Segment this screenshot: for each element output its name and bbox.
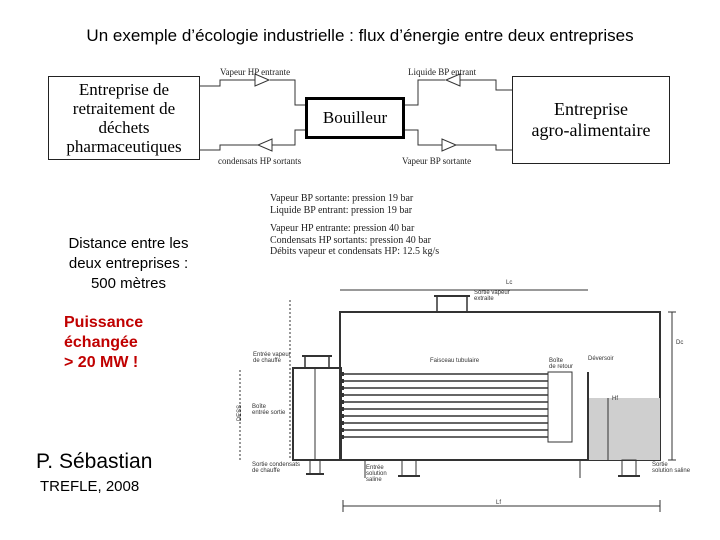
agrifood-line-2: agro-alimentaire xyxy=(531,120,651,140)
label-steam-exit: Sortie vapeur extraite xyxy=(474,290,510,302)
flow-steam-bp-out: Vapeur BP sortante xyxy=(402,156,472,166)
tube-end xyxy=(341,386,344,390)
tube-end xyxy=(341,428,344,432)
tube-end xyxy=(341,372,344,376)
power-line-2: échangée xyxy=(64,334,138,351)
spec-line: Condensats HP sortants: pression 40 bar xyxy=(270,234,432,246)
flow-liquid-bp-in: Liquide BP entrant xyxy=(408,67,477,77)
tube-end xyxy=(341,393,344,397)
spec-line: Vapeur HP entrante: pression 40 bar xyxy=(270,223,415,234)
tube-end xyxy=(341,400,344,404)
distance-line-2: deux entreprises : xyxy=(68,255,189,272)
flow-condensate-hp-out: condensats HP sortants xyxy=(218,156,302,166)
spec-line: Vapeur BP sortante: pression 19 bar xyxy=(270,193,414,204)
agrifood-line-1: Entreprise xyxy=(554,99,628,119)
tube-end xyxy=(341,435,344,439)
label-lf: Lf xyxy=(496,500,502,506)
tube-end xyxy=(341,421,344,425)
boiler-box: Bouilleur xyxy=(305,97,405,139)
pharma-line-4: pharmaceutiques xyxy=(66,137,182,156)
label-return-box: Boîte de retour xyxy=(549,358,574,370)
pharma-line-3: déchets xyxy=(98,118,150,137)
slide-title: Un exemple d’écologie industrielle : flux d’énergie entre deux entreprises xyxy=(86,26,634,45)
distance-line-3: 500 mètres xyxy=(90,275,167,292)
label-overflow: Déversoir xyxy=(588,356,614,362)
pharma-line-2: retraitement de xyxy=(72,99,176,118)
author-name: P. Sébastian xyxy=(36,450,153,473)
flow-steam-hp-in: Vapeur HP entrante xyxy=(220,67,291,77)
power-line-3: > 20 MW ! xyxy=(64,354,139,371)
label-brine-out: Sortie solution saline xyxy=(652,462,691,474)
power-line-1: Puissance xyxy=(64,314,144,331)
spec-line: Débits vapeur et condensats HP: 12.5 kg/s xyxy=(270,246,440,257)
label-steam-in: Entrée vapeur de chauffe xyxy=(253,352,291,364)
label-tube-bundle: Faisceau tubulaire xyxy=(430,358,480,364)
label-condensate-out: Sortie condensats de chauffe xyxy=(252,462,301,474)
label-inlet-box: Boîte entrée sortie xyxy=(252,404,286,416)
label-lc: Lc xyxy=(506,280,513,286)
pharma-line-1: Entreprise de xyxy=(78,80,170,99)
label-hf: Hf xyxy=(612,396,618,402)
label-brine-in: Entrée solution saline xyxy=(366,465,387,483)
tube-end xyxy=(341,414,344,418)
tube-end xyxy=(341,379,344,383)
spec-line: Liquide BP entrant: pression 19 bar xyxy=(270,204,413,216)
label-dess: DESS xyxy=(237,404,244,422)
organization: TREFLE, 2008 xyxy=(40,478,140,495)
tube-bundle xyxy=(341,374,548,437)
tube-end xyxy=(341,407,344,411)
distance-line-1: Distance entre les xyxy=(68,235,189,252)
label-dc: Dc xyxy=(676,340,684,346)
